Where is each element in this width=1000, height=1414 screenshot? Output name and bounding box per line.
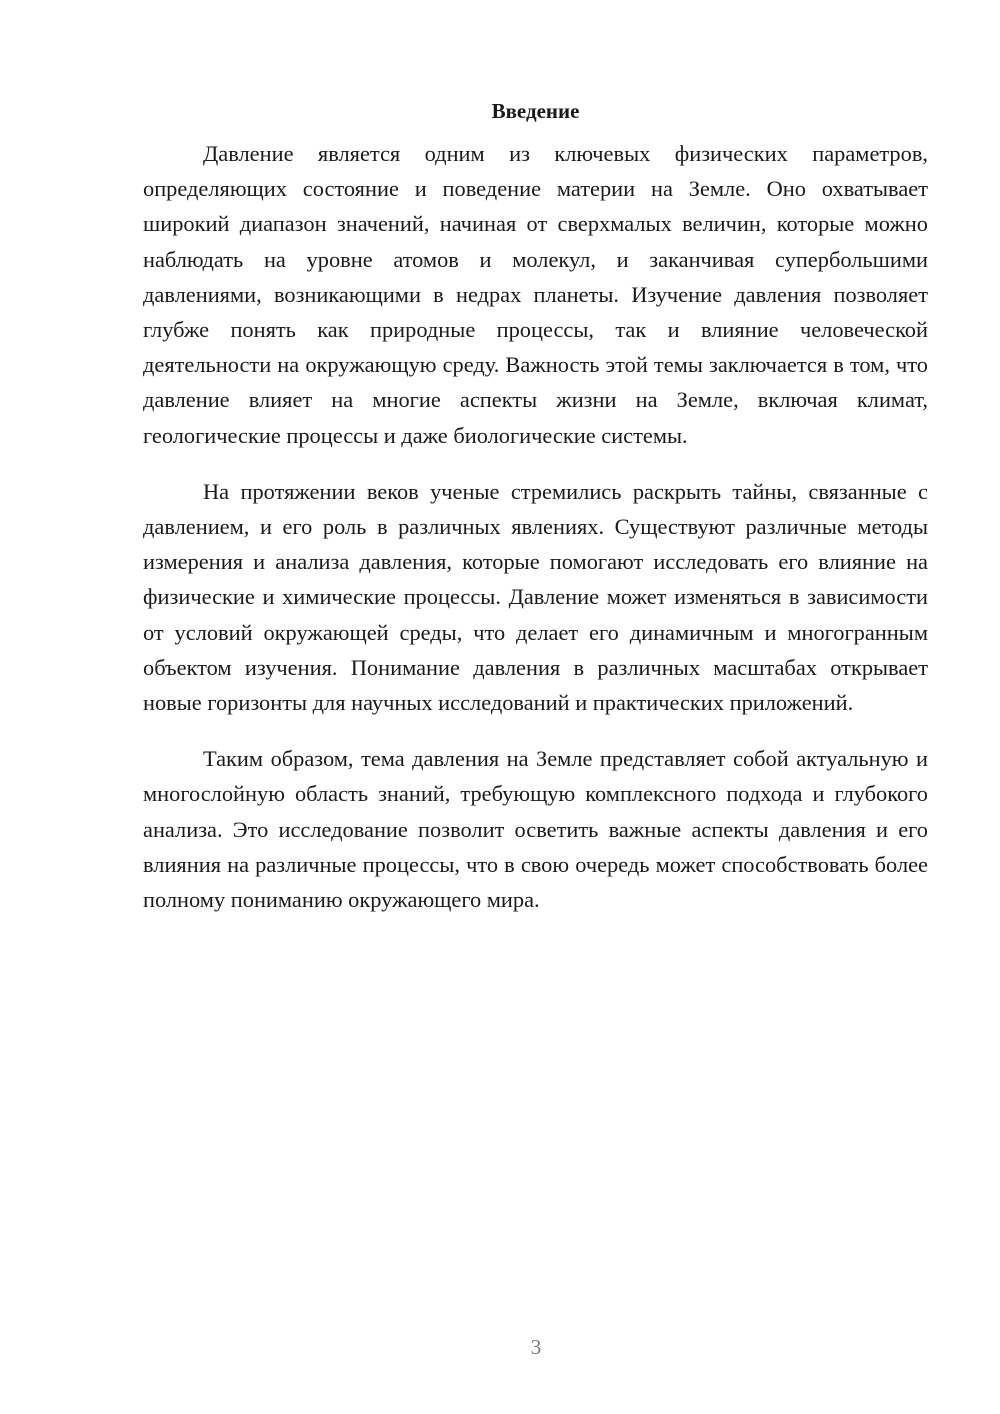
paragraph-3: Таким образом, тема давления на Земле представляет собой актуальную и многослойную область знаний, требующую комплексного подхода и глубокого анализа. Это исследование позволит осветить важные аспекты давления и его влияния на различные процессы, что в свою очередь может способствовать более полному пониманию окружающего мира. bbox=[143, 746, 928, 913]
page-content bbox=[143, 96, 928, 938]
paragraph-2: На протяжении веков ученые стремились раскрыть тайны, связанные с давлением, и его роль в различных явлениях. Существуют различные методы измерения и анализа давления, которые помогают исследовать его влияние на физические и химические процессы. Давление может изменяться в зависимости от условий окружающей среды, что делает его динамичным и многогранным объектом изучения. Понимание давления в различных масштабах открывает новые горизонты для научных исследований и практических приложений. bbox=[143, 478, 928, 716]
page-number: 3 bbox=[530, 1335, 542, 1359]
paragraph-1: Давление является одним из ключевых физических параметров, определяющих состояние и поведение материи на Земле. Оно охватывает широкий диапазон значений, начиная от сверхмалых величин, которые можно наблюдать на уровне атомов и молекул, и заканчивая супербольшими давлениями, возникающими в недрах планеты. Изучение давления позволяет глубже понять как природные процессы, так и влияние человеческой деятельности на окружающую среду. Важность этой темы заключается в том, что давление влияет на многие аспекты жизни на Земле, включая климат, геологические процессы и даже биологические системы. bbox=[143, 141, 928, 448]
section-heading: Введение bbox=[491, 99, 580, 123]
